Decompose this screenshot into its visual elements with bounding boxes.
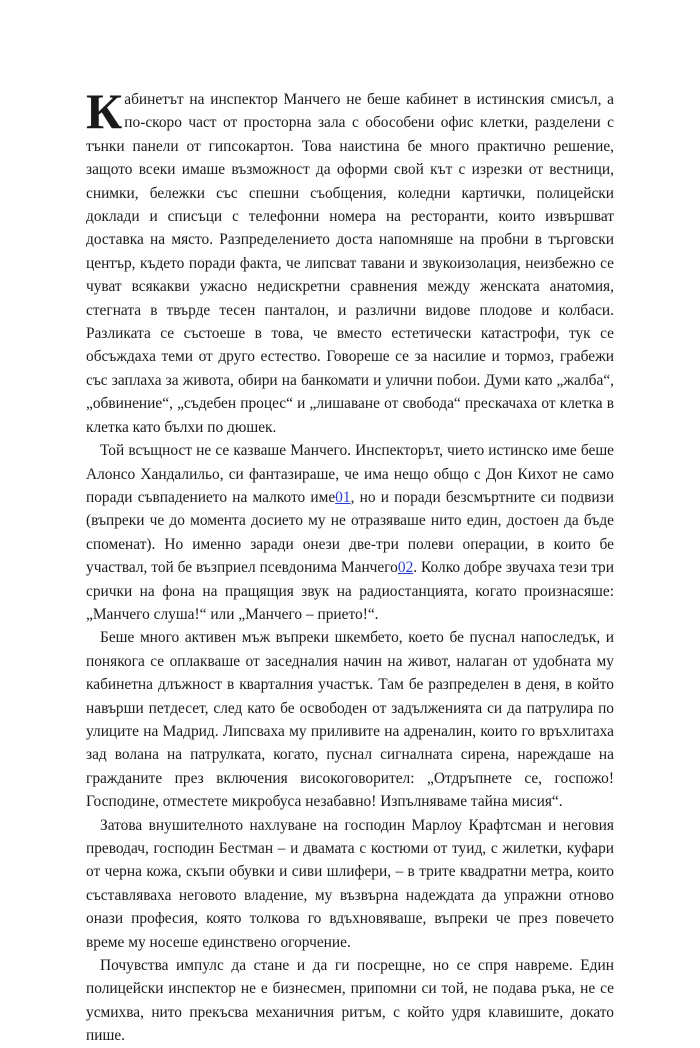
paragraph-4: Затова внушителното нахлуване на господин Марлоу Крафтсман и неговия преводач, господин Бестман – и двамата с костюми от туид, с жилетки, куфари от черна кожа, скъпи обувки и сиви шлифери, – в трите квадратни метра, които съставляваха неговото владение, му възвърна надеждата да упражни отново онази професия, която толкова го вдъхновяваше, въпреки че през повечето време му носеше единствено огорчение. (86, 816, 614, 951)
footnote-link-02[interactable]: 02 (397, 559, 414, 577)
drop-cap: К (86, 83, 123, 139)
paragraph-2 (86, 439, 614, 626)
paragraph-5: Почувства импулс да стане и да ги посрещне, но се спря навреме. Един полицейски инспектор не е бизнесмен, припомни си той, не подава ръка, не се усмихва, нито прекъсва механичния ритъм, с който удря клавишите, докато пише. (86, 957, 614, 1045)
paragraph-2-text-a: Той всъщност не се казваше Манчего. Инспекторът, чието истинско име беше Алонсо Хандалильо, си фантазираше, че има нещо общо с Дон Кихот не само поради съвпадението на малкото име (86, 442, 614, 506)
paragraph-1 (86, 83, 614, 439)
paragraph-3: Беше много активен мъж въпреки шкембето, което бе пуснал напоследък, и понякога се оплакваше от заседналия начин на живот, налаган от удобната му кабинетна длъжност в кварталния участък. Там бе разпределен в деня, в който навърши петдесет, след като бе освободен от задълженията си да патрулира по улиците на Мадрид. Липсваха му приливите на адреналин, които го връхлитаха зад волана на патрулката, когато, пуснал сигналната сирена, нареждаше на гражданите през включения високоговорител: „Отдръпнете се, госпожо! Господине, отместете микробуса незабавно! Изпълняваме тайна мисия“. (86, 629, 614, 811)
paragraph-2-text-c: . Колко добре звучаха тези три срички на фона на пращящия звук на радиостанцията, когато произнасяше: „Манчего слуша!“ или „Манчего – прието!“. (86, 559, 614, 623)
footnote-link-01[interactable]: 01 (335, 488, 351, 506)
paragraph-1-text: абинетът на инспектор Манчего не беше кабинет в истинския смисъл, а по-скоро част от просторна зала с обособени офис клетки, разделени с тънки панели от гипсокартон. Това наистина бе много практично решение, защото всеки имаше възможност да оформи свой кът с изрезки от вестници, снимки, бележки със спешни съобщения, коледни картички, полицейски доклади и списъци с телефонни номера на ресторанти, които извършват доставка на място. Разпределението доста напомняше на пробни в търговски център, където поради факта, че липсват тавани и звукоизолация, неизбежно се чуват всякакви ужасно недискретни сравнения между женската анатомия, стегната в твърде тесен панталон, и различни видове плодове и колбаси. Разликата се състоеше в това, че вместо естетически катастрофи, тук се обсъждаха теми от друго естество. Говореше се за насилие и тормоз, грабежи със заплаха за живота, обири на банкомати и улични побои. Думи като „жалба“, „обвинение“, „съдебен процес“ и „лишаване от свобода“ прескачаха от клетка в клетка като бълхи по дюшек. (86, 91, 614, 436)
paragraph-2-text-b: , но и поради безсмъртните си подвизи (въпреки че до момента досието му не отразяваше нито един, достоен да бъде споменат). Но именно заради онези две-три полеви операции, в които бе участвал, той бе възприел псевдонима Манчего (86, 488, 614, 577)
